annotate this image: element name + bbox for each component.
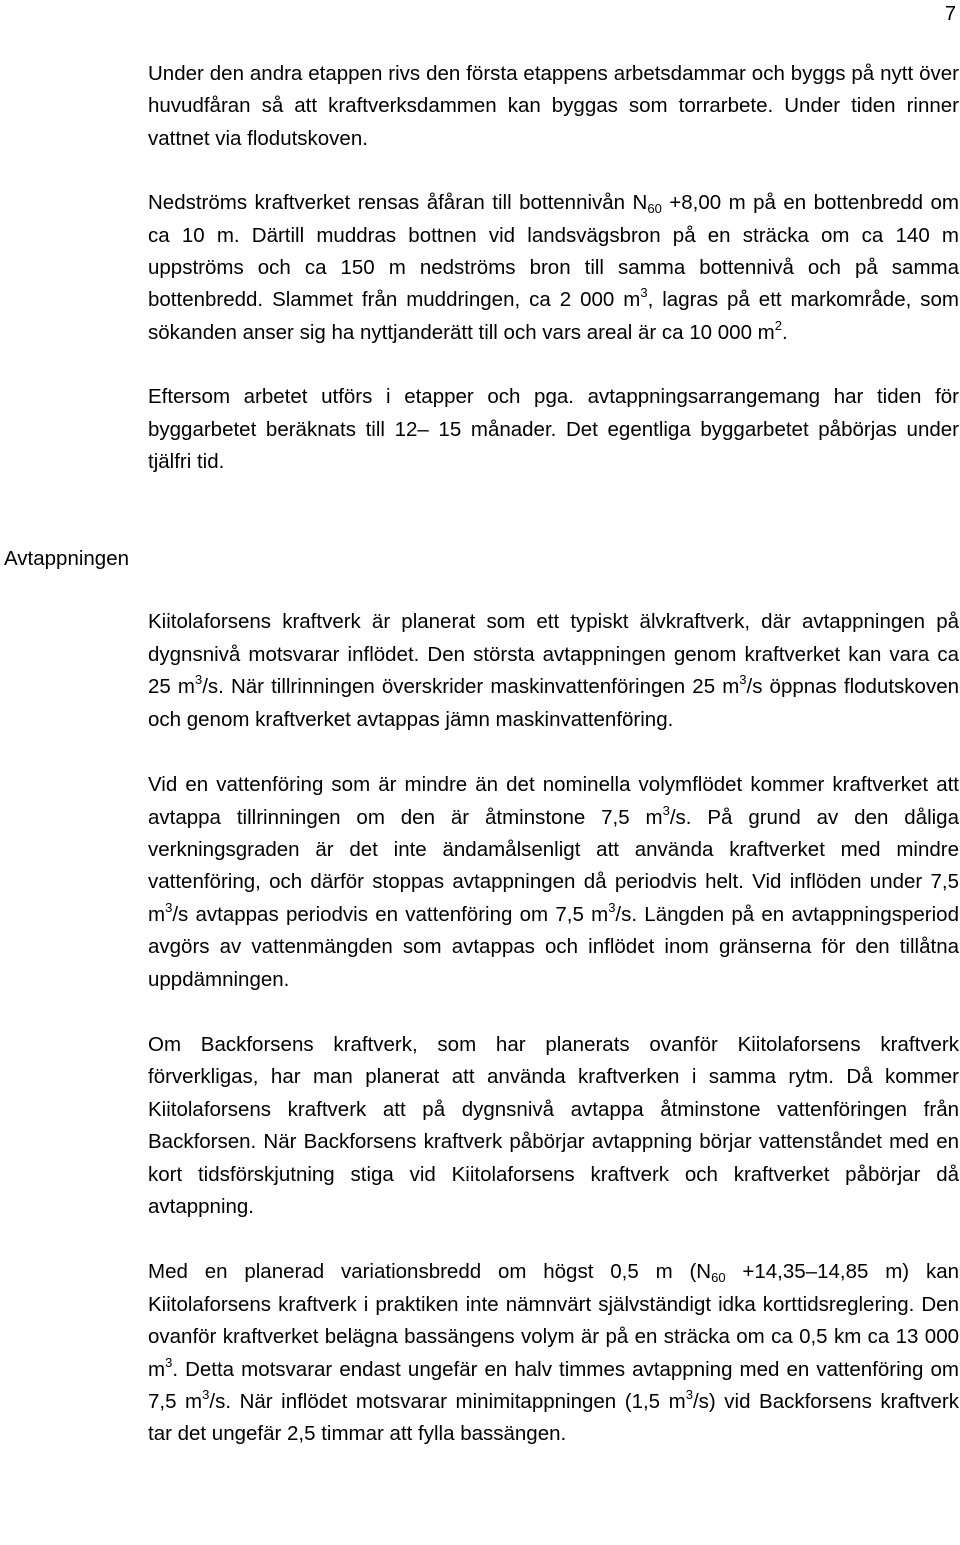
text-run: . Detta motsvarar endast ungefär en halv timmes avtappning med en vattenföring om 7,5 m bbox=[148, 1357, 959, 1413]
superscript: 3 bbox=[202, 1387, 210, 1402]
text-run: Kiitolaforsens kraftverk är planerat som ett typiskt älvkraftverk, där avtappningen på dygnsnivå motsvarar inflödet. Den största avtappningen genom kraftverket kan vara ca 25 m bbox=[148, 610, 959, 699]
superscript: 3 bbox=[640, 285, 648, 301]
superscript: 3 bbox=[685, 1387, 693, 1402]
superscript: 3 bbox=[165, 1354, 173, 1370]
subscript: 60 bbox=[711, 1270, 726, 1286]
superscript: 3 bbox=[194, 672, 203, 688]
text-run: +8,00 m på en bottenbredd om ca 10 m. Därtill muddras bottnen vid landsvägsbron på en sträcka om ca 140 m uppströms och ca 150 m nedströms bron till samma bottennivå och på samma bottenbredd. Slammet från muddringen, ca 2 000 m bbox=[148, 191, 959, 312]
superscript: 2 bbox=[774, 317, 782, 333]
text-run: . bbox=[781, 320, 788, 344]
text-run: /s öppnas flodutskoven och genom kraftverket avtappas jämn maskinvattenföring. bbox=[148, 675, 960, 731]
superscript: 3 bbox=[608, 899, 616, 915]
text-run: /s. När tillrinningen överskrider maskinvattenföringen 25 m bbox=[202, 675, 740, 699]
superscript: 3 bbox=[739, 672, 747, 688]
paragraph-dredging bbox=[148, 187, 959, 349]
text-run: Vid en vattenföring som är mindre än det nominella volymflödet kommer kraftverket att avtappa tillrinningen om den är åtminstone 7,5 m bbox=[148, 773, 959, 829]
paragraph-backforsen-coordination: Om Backforsens kraftverk, som har planerats ovanför Kiitolaforsens kraftverk förverkligas, har man planerat att använda kraftverken i samma rytm. Då kommer Kiitolaforsens kraftverk att på dygnsnivå avtappa åtminstone vattenföringen från Backforsen. När Backforsens kraftverk påbörjar avtappning börjar vattenståndet med en kort tidsförskjutning stiga vid Kiitolaforsens kraftverk och kraftverket påbörjar då avtappning. bbox=[148, 1032, 959, 1218]
text-run: , lagras på ett markområde, som sökanden anser sig ha nyttjanderätt till och vars areal är ca 10 000 m bbox=[148, 288, 959, 344]
paragraph-short-term-regulation bbox=[148, 1256, 959, 1450]
section-heading-avtappningen: Avtappningen bbox=[4, 547, 130, 570]
paragraph-low-flow-operation bbox=[148, 769, 959, 996]
text-run: /s) vid Backforsens kraftverk tar det ungefär 2,5 timmar att fylla bassängen. bbox=[148, 1390, 959, 1446]
subscript: 60 bbox=[647, 201, 662, 217]
text-run: +14,35–14,85 m) kan Kiitolaforsens kraftverk i praktiken inte nämnvärt självständigt idka korttidsreglering. Den ovanför kraftverket belägna bassängens volym är på en sträcka om ca 0,5 km ca 13 000 m bbox=[148, 1260, 959, 1381]
text-run: Med en planerad variationsbredd om högst 0,5 m (N bbox=[148, 1260, 712, 1284]
text-run: /s. När inflödet motsvarar minimitappningen (1,5 m bbox=[209, 1390, 686, 1413]
text-run: /s. På grund av den dåliga verkningsgraden är det inte ändamålsenligt att använda kraftverket med mindre vattenföring, och därför stoppas avtappningen då periodvis helt. Vid inflöden under 7,5 m bbox=[148, 805, 959, 926]
text-run: /s avtappas periodvis en vattenföring om 7,5 m bbox=[172, 902, 609, 926]
paragraph-construction-stage-two: Under den andra etappen rivs den första etappens arbetsdammar och byggs på nytt över huvudfåran så att kraftverksdammen kan byggas som torrarbete. Under tiden rinner vattnet via flodutskoven. bbox=[148, 62, 959, 150]
text-run: /s. Längden på en avtappningsperiod avgörs av vattenmängden som avtappas och inflödet inom gränserna för den tillåtna uppdämningen. bbox=[148, 902, 959, 991]
text-run: Nedströms kraftverket rensas åfåran till bottennivån N bbox=[148, 191, 648, 215]
document-body bbox=[148, 58, 959, 1451]
paragraph-construction-time: Eftersom arbetet utförs i etapper och pga. avtappningsarrangemang har tiden för byggarbetet beräknats till 12– 15 månader. Det egentliga byggarbetet påbörjas under tjälfri tid. bbox=[148, 385, 959, 474]
page-number: 7 bbox=[944, 3, 956, 25]
superscript: 3 bbox=[662, 802, 670, 818]
section-gap bbox=[148, 478, 959, 606]
paragraph-discharge-planning bbox=[148, 606, 959, 736]
superscript: 3 bbox=[165, 899, 173, 915]
